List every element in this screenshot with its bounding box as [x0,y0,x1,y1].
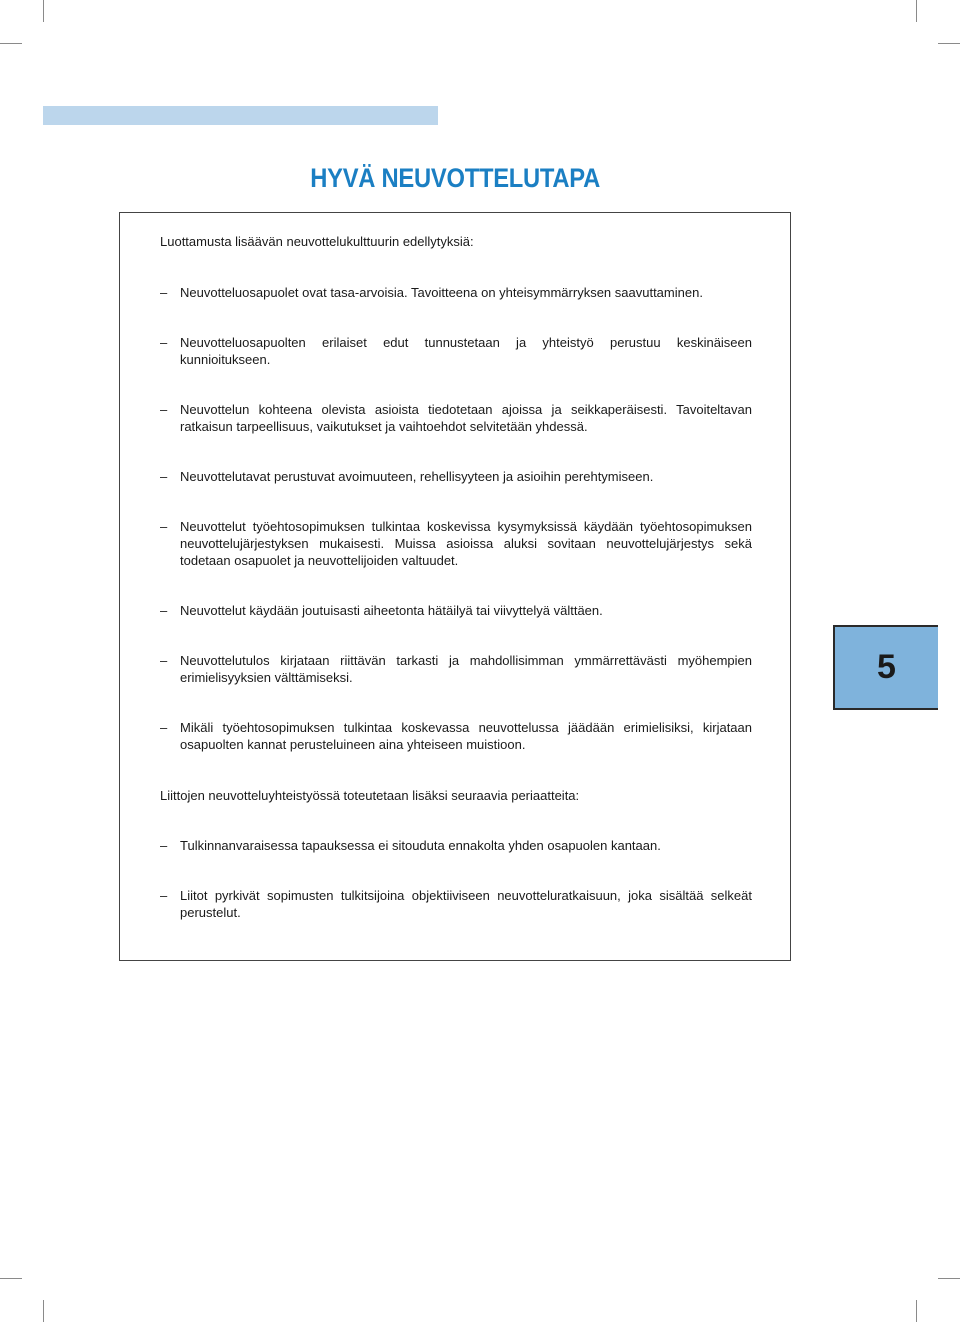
list-item-text: Neuvottelun kohteena olevista asioista tiedotetaan ajoissa ja seikkaperäisesti. Tavoiteltavan ratkaisun tarpeellisuus, vaikutukset ja vaihtoehdot selvitetään yhdessä. [180,402,752,434]
crop-mark [916,0,917,22]
dash-bullet: – [160,335,168,350]
intro-paragraph: Luottamusta lisäävän neuvottelukulttuurin edellytyksiä: [160,234,474,249]
list-item-text: Tulkinnanvaraisessa tapauksessa ei sitouduta ennakolta yhden osapuolen kantaan. [180,838,661,853]
list-item [160,602,752,619]
list-item [160,284,752,301]
list-item [160,719,752,753]
crop-mark [938,1278,960,1279]
dash-bullet: – [160,603,168,618]
list-item [160,652,752,686]
dash-bullet: – [160,653,168,668]
dash-bullet: – [160,285,168,300]
dash-bullet: – [160,838,168,853]
list-item-text: Mikäli työehtosopimuksen tulkintaa koskevassa neuvottelussa jäädään erimielisiksi, kirjataan osapuolten kannat perusteluineen aina yhteiseen muistioon. [180,720,752,752]
crop-mark [916,1300,917,1322]
list-item-text: Neuvotteluosapuolet ovat tasa-arvoisia. Tavoitteena on yhteisymmärryksen saavuttaminen. [180,285,703,300]
crop-mark [938,43,960,44]
crop-mark [43,0,44,22]
second-intro-paragraph: Liittojen neuvotteluyhteistyössä toteutetaan lisäksi seuraavia periaatteita: [160,788,580,803]
dash-bullet: – [160,469,168,484]
list-item-text: Liitot pyrkivät sopimusten tulkitsijoina objektiiviseen neuvotteluratkaisuun, joka sisältää selkeät perustelut. [180,888,752,920]
list-item-text: Neuvottelutavat perustuvat avoimuuteen, rehellisyyteen ja asioihin perehtymiseen. [180,469,654,484]
list-item-text: Neuvotteluosapuolten erilaiset edut tunnustetaan ja yhteistyö perustuu keskinäiseen kunnioitukseen. [180,335,752,367]
dash-bullet: – [160,720,168,735]
list-item [160,468,752,485]
list-item-text: Neuvottelut työehtosopimuksen tulkintaa koskevissa kysymyksissä käydään työehtosopimuksen neuvottelujärjestyksen mukaisesti. Muissa asioissa aluksi sovitaan neuvottelujärjestys sekä todetaan osapuolet ja neuvottelijoiden valtuudet. [180,519,752,568]
content-body [160,233,752,937]
list-item [160,837,752,854]
dash-bullet: – [160,888,168,903]
list-item-text: Neuvottelut käydään joutuisasti aiheetonta hätäilyä tai viivyttelyä välttäen. [180,603,603,618]
dash-bullet: – [160,402,168,417]
list-item [160,887,752,921]
header-color-bar [43,106,438,125]
principles-list [160,284,752,753]
page-title: HYVÄ NEUVOTTELUTAPA [310,163,601,193]
list-item [160,334,752,368]
chapter-tab: 5 [833,625,938,710]
crop-mark [0,1278,22,1279]
dash-bullet: – [160,519,168,534]
list-item [160,518,752,569]
crop-mark [0,43,22,44]
list-item [160,401,752,435]
crop-mark [43,1300,44,1322]
list-item-text: Neuvottelutulos kirjataan riittävän tarkasti ja mahdollisimman ymmärrettävästi myöhempien erimielisyyksien välttämiseksi. [180,653,752,685]
cooperation-principles-list [160,837,752,921]
